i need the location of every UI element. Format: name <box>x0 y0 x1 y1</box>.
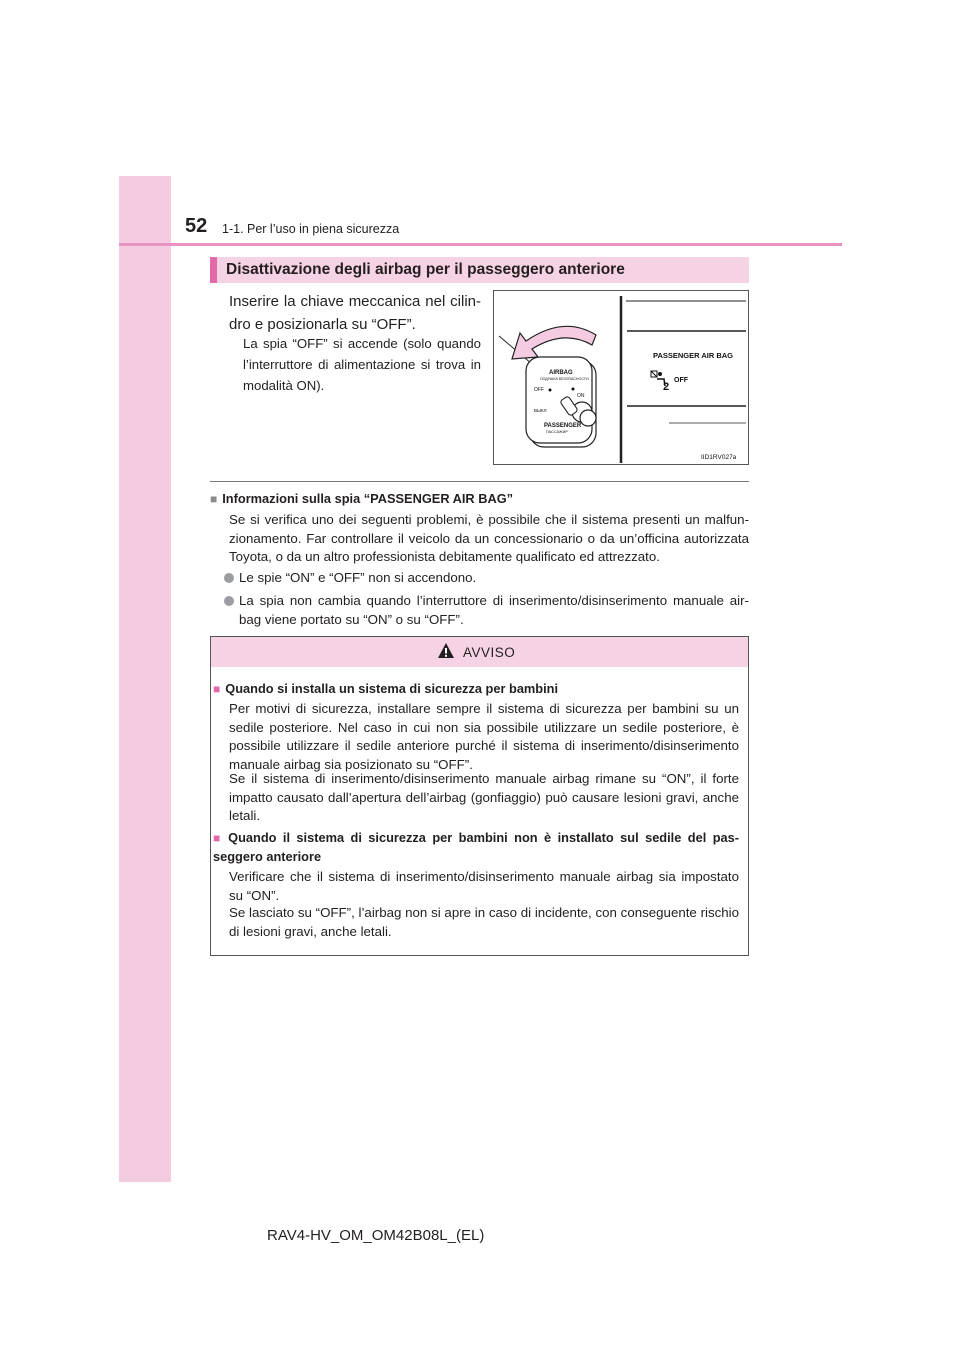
svg-text:OFF: OFF <box>534 387 544 393</box>
section-title <box>210 257 749 283</box>
svg-text:ВЫКЛ: ВЫКЛ <box>534 408 547 413</box>
svg-text:AIRBAG: AIRBAG <box>549 370 573 376</box>
warning-item-heading: ■ Quando il sistema di sicurezza per bambini non è installato sul sedile del pas-seggero anteriore <box>213 830 740 864</box>
warning-triangle-icon <box>437 642 455 659</box>
step-note: La spia “OFF” si accende (solo quando l’interruttore di alimentazione si trova in modalità ON). <box>243 336 481 393</box>
warning-item-body: Se lasciato su “OFF”, l’airbag non si apre in caso di incidente, con conseguente rischio di lesioni gravi, anche letali. <box>229 905 739 939</box>
warning-item-heading: ■ Quando si installa un sistema di sicurezza per bambini <box>213 681 559 696</box>
square-bullet-icon: ■ <box>210 492 218 506</box>
square-bullet-icon: ■ <box>213 682 221 696</box>
list-item: Le spie “ON” e “OFF” non si accendono. <box>239 569 749 588</box>
step-instruction: Inserire la chiave meccanica nel cilin-dro e posizionarla su “OFF”. <box>229 293 481 333</box>
section-title-accent <box>210 257 217 283</box>
list-item: La spia non cambia quando l’interruttore di inserimento/disinserimento manuale air-bag viene portato su “ON” o su “OFF”. <box>239 592 749 629</box>
svg-text:PASSENGER: PASSENGER <box>544 423 582 429</box>
figure-code: IID1RV027a <box>701 454 737 461</box>
figure-illustration <box>494 291 748 464</box>
svg-text:ПОДУШКА БЕЗОПАСНОСТИ: ПОДУШКА БЕЗОПАСНОСТИ <box>540 377 589 381</box>
warning-header <box>211 637 748 667</box>
rotation-arrow-icon <box>512 326 596 359</box>
svg-text:ПАССАЖИР: ПАССАЖИР <box>546 430 568 434</box>
bullet-dot-icon <box>224 596 234 606</box>
warning-title: AVVISO <box>463 645 516 660</box>
warning-item-body: Per motivi di sicurezza, installare sempre il sistema di sicurezza per bambini su un sedile posteriore. Nel caso in cui non sia possibile utilizzare un sedile posteriore, è possibile utilizzare il sedile anteriore purché il sistema di inserimento/disinserimento manuale airbag sia posizionato su “OFF”. <box>229 701 739 772</box>
info-heading: ■ Informazioni sulla spia “PASSENGER AIR BAG” <box>210 491 514 506</box>
sidebar-tab <box>119 176 171 1182</box>
indicator-off-label: OFF <box>674 377 688 384</box>
warning-item-body: Se il sistema di inserimento/disinserimento manuale airbag rimane su “ON”, il forte impatto causato dall’apertura dell’airbag (gonfiaggio) può causare lesioni gravi, anche letali. <box>229 771 739 823</box>
header-rule <box>119 243 842 246</box>
chapter-title: 1-1. Per l’uso in piena sicurezza <box>222 222 400 236</box>
section-title-text: Disattivazione degli airbag per il passeggero anteriore <box>226 261 625 278</box>
bullet-dot-icon <box>224 573 234 583</box>
square-bullet-icon: ■ <box>213 831 224 845</box>
footer-code: RAV4-HV_OM_OM42B08L_(EL) <box>267 1227 485 1244</box>
passenger-airbag-off-icon <box>651 371 669 393</box>
indicator-label: PASSENGER AIR BAG <box>653 351 734 360</box>
warning-item-body: Verificare che il sistema di inserimento/disinserimento manuale airbag sia impostato su “ON”. <box>229 869 739 903</box>
svg-text:2: 2 <box>663 381 670 393</box>
page-number: 52 <box>185 215 208 237</box>
info-body: Se si verifica uno dei seguenti problemi, è possibile che il sistema presenti un malfun-zionamento. Far controllare il veicolo da un concessionario o da un’officina autorizzata Toyota, o da un altro professionista debitamente qualificato ed attrezzato. <box>229 512 749 564</box>
svg-text:ON: ON <box>577 393 585 399</box>
divider <box>210 481 749 482</box>
airbag-switch-figure <box>493 290 749 465</box>
airbag-key-switch <box>526 357 596 447</box>
